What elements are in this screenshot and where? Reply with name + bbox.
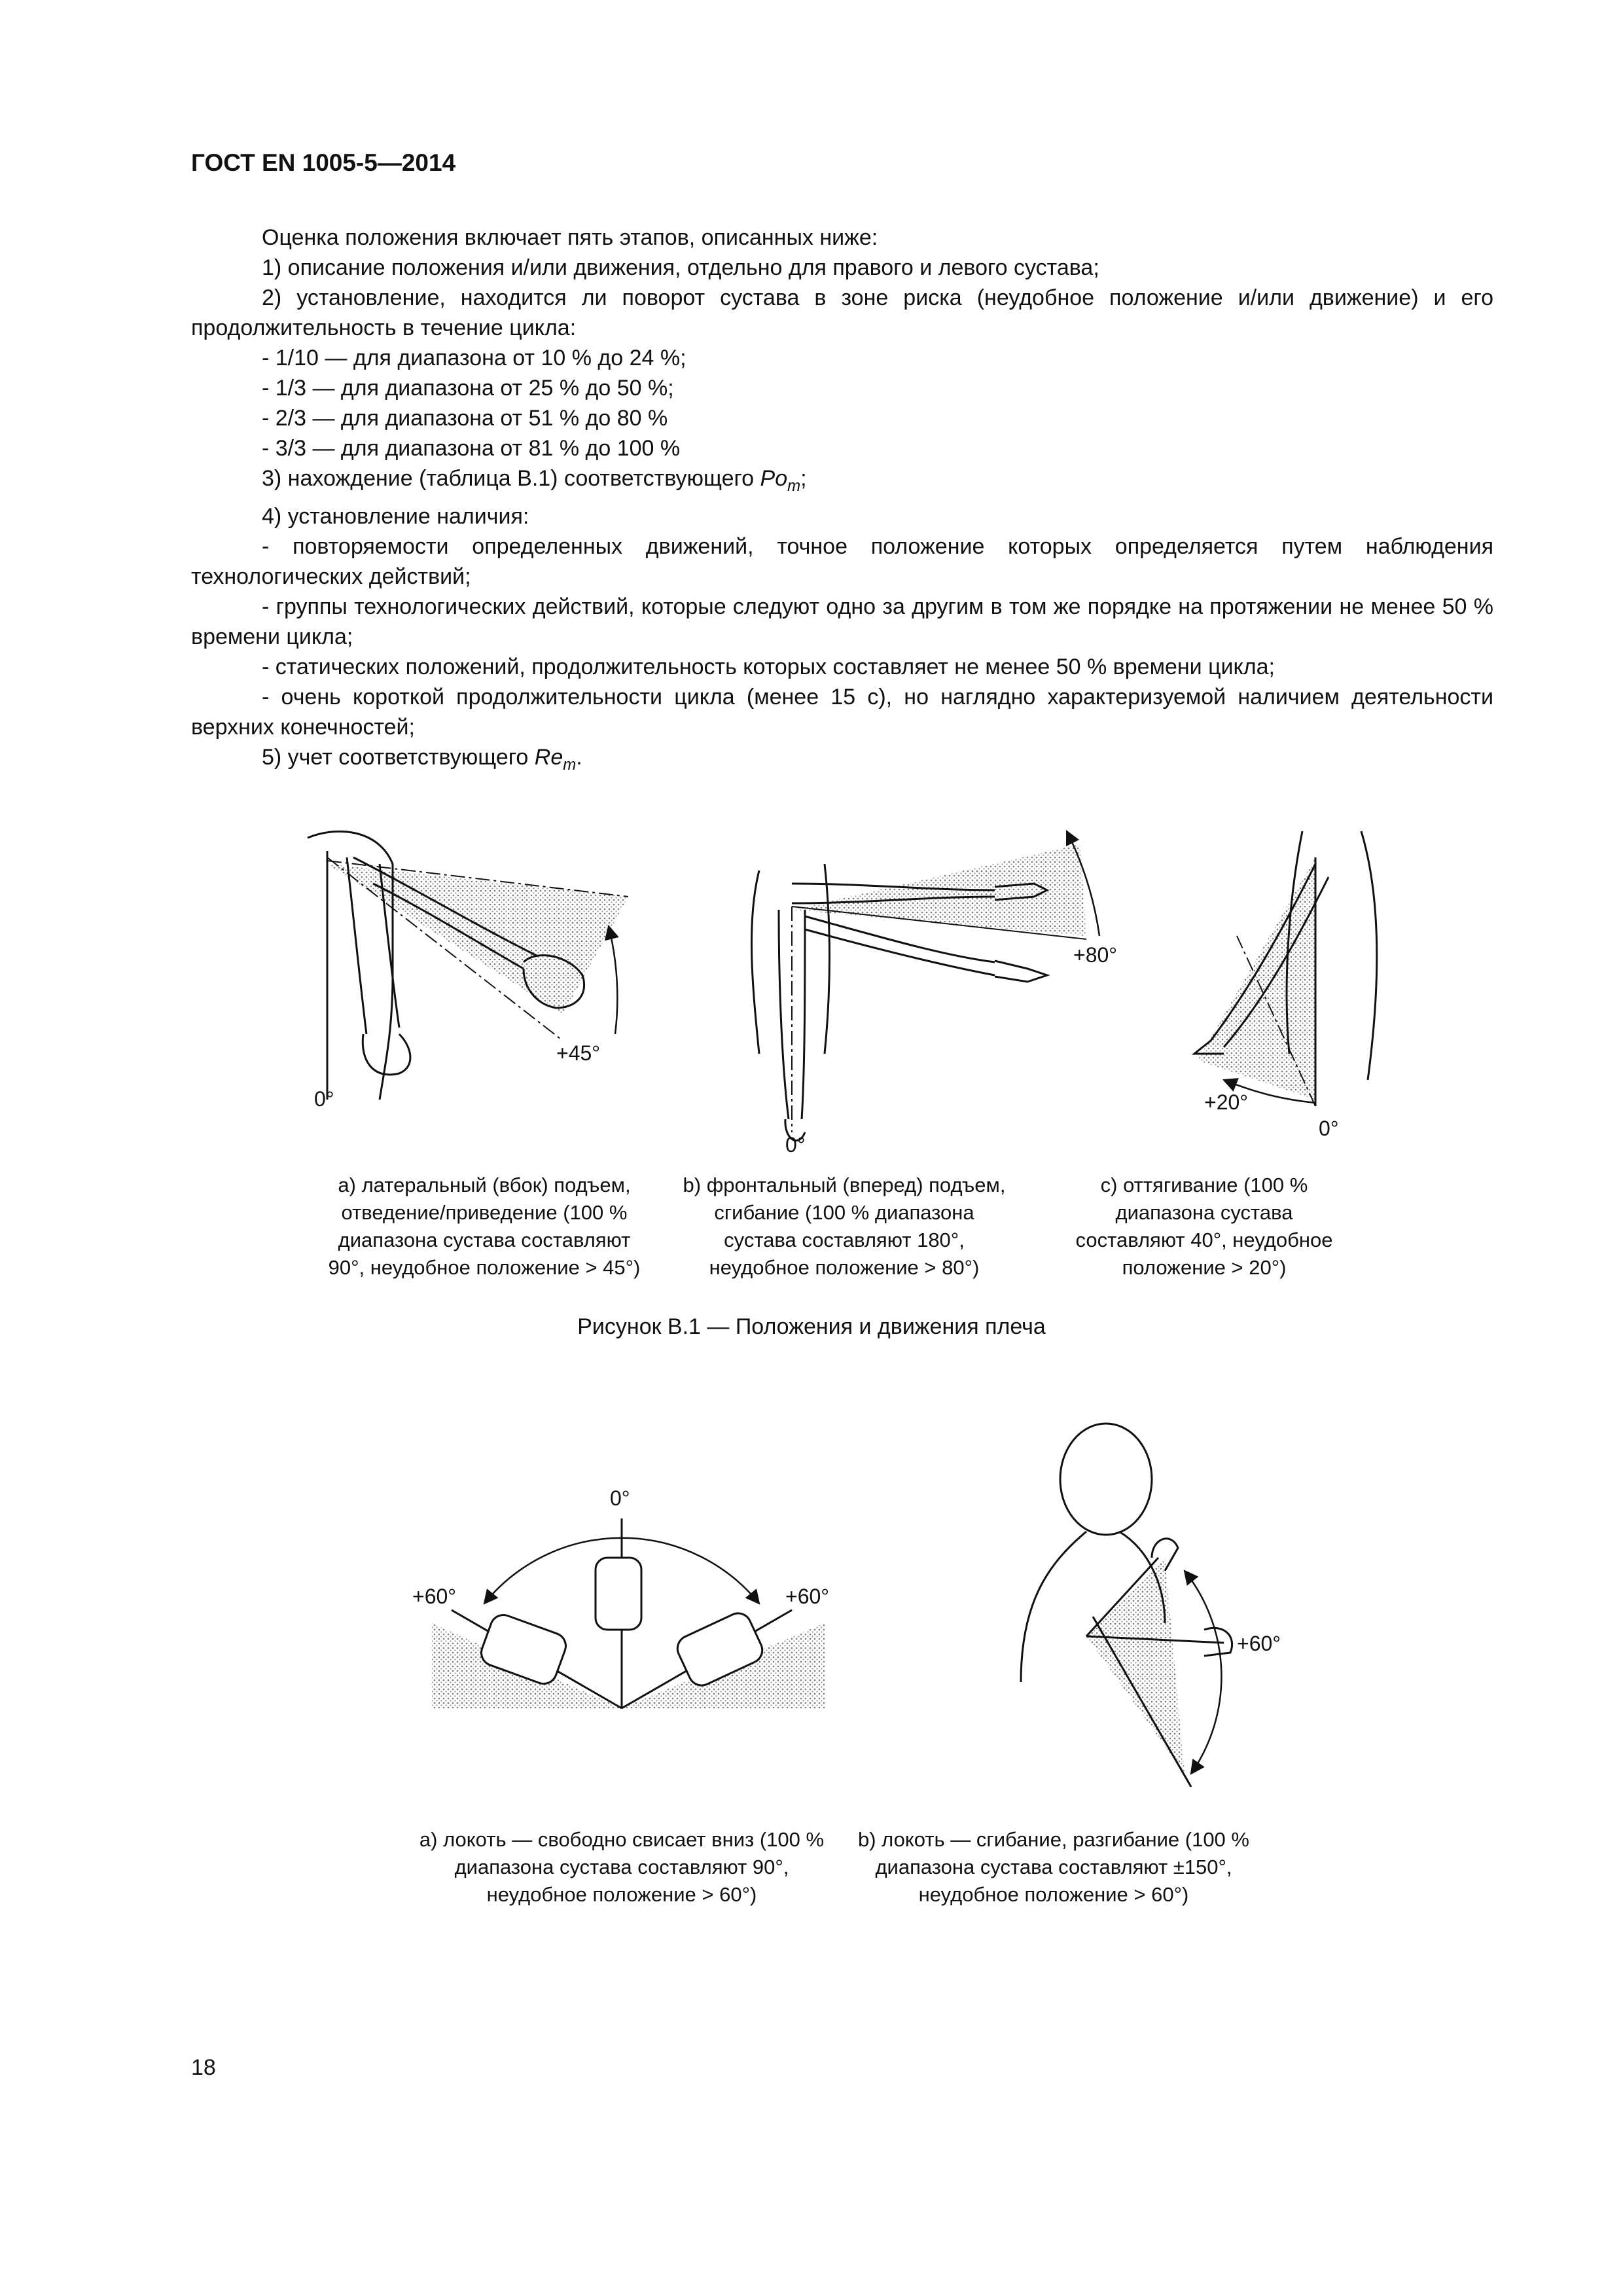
angle-label-zero: 0° [785, 1133, 806, 1157]
frontal-raise-illustration [733, 792, 1165, 1158]
raised-hand-forward [995, 961, 1047, 982]
angle-label-zero: 0° [610, 1486, 630, 1510]
motion-arrow [609, 926, 617, 1034]
paragraph-text: 3) нахождение (таблица В.1) соответствующего [262, 466, 755, 491]
paragraph: 2) установление, находится ли поворот сустава в зоне риска (неудобное положение и/или движение) и его продолжительность в течение цикла: [191, 285, 1493, 340]
symbol-po-sub: m [787, 477, 801, 495]
page-number: 18 [191, 2055, 216, 2080]
risk-zone-shading [1198, 857, 1315, 1100]
angle-label-limit: +80° [1073, 943, 1118, 967]
list-item: - 2/3 — для диапазона от 51 % до 80 % [262, 406, 668, 431]
head [1060, 1424, 1152, 1535]
angle-label-left: +60° [412, 1585, 457, 1608]
fist-center [596, 1558, 641, 1630]
document-header: ГОСТ EN 1005-5—2014 [191, 149, 456, 176]
angle-label-right: +60° [785, 1585, 830, 1608]
caption-b2-b: b) локоть — сгибание, разгибание (100 % диапазона сустава составляют ±150°, неудобное положение > 60°) [858, 1828, 1249, 1906]
figure-title: Рисунок В.1 — Положения и движения плеча [577, 1314, 1046, 1339]
figure-b1-b [733, 792, 1165, 1158]
list-item: - 3/3 — для диапазона от 81 % до 100 % [262, 436, 681, 461]
list-item: - 1/3 — для диапазона от 25 % до 50 %; [262, 376, 674, 401]
torso-outline [751, 864, 829, 1054]
caption-b2-a: а) локоть — свободно свисает вниз (100 % диапазона сустава составляют 90°, неудобное положение > 60°) [419, 1828, 825, 1906]
symbol-re-sub: m [563, 756, 577, 774]
body-text [191, 223, 1493, 780]
list-item: - статических положений, продолжительность которых составляет не менее 50 % времени цикла; [262, 655, 1275, 679]
risk-zone-shading [1086, 1558, 1185, 1774]
angle-label-limit: +60° [1237, 1632, 1281, 1655]
angle-label-limit: +20° [1204, 1090, 1249, 1114]
list-item: - повторяемости определенных движений, точное положение которых определяется путем наблюдения технологических действий; [191, 534, 1493, 589]
caption-b1-b: b) фронтальный (вперед) подъем, сгибание (100 % диапазона сустава составляют 180°, неудобное положение > 80°) [683, 1174, 1006, 1279]
paragraph: 4) установление наличия: [262, 504, 529, 529]
angle-label-zero: 0° [314, 1087, 334, 1111]
paragraph-text: 5) учет соответствующего [262, 745, 529, 770]
symbol-po-tail: ; [800, 466, 807, 491]
motion-arrow [1185, 1571, 1221, 1774]
paragraph: Оценка положения включает пять этапов, описанных ниже: [262, 225, 878, 250]
symbol-re: Re [534, 745, 563, 770]
caption-b1-a: а) латеральный (вбок) подъем, отведение/приведение (100 % диапазона сустава составляют 90°, неудобное положение > 45°) [328, 1174, 641, 1279]
caption-b1-c: c) оттягивание (100 % диапазона сустава составляют 40°, неудобное положение > 20°) [1075, 1174, 1333, 1279]
lateral-raise-illustration [301, 812, 694, 1126]
figure-b1-a [301, 812, 694, 1126]
symbol-po: Po [760, 466, 788, 491]
list-item: - 1/10 — для диапазона от 10 % до 24 %; [262, 346, 687, 370]
paragraph: 1) описание положения и/или движения, отдельно для правого и левого сустава; [262, 255, 1099, 280]
list-item: - группы технологических действий, которые следуют одно за другим в том же порядке на протяжении не менее 50 % времени цикла; [191, 594, 1493, 649]
figure-b1-c [1185, 818, 1400, 1145]
figure-b2-b [995, 1407, 1335, 1800]
figure-b2-a [406, 1473, 864, 1734]
list-item: - очень короткой продолжительности цикла (менее 15 с), но наглядно характеризуемой наличием деятельности верхних конечностей; [191, 685, 1493, 740]
angle-label-zero: 0° [1319, 1117, 1339, 1140]
paragraph [191, 463, 1493, 501]
angle-label-limit: +45° [556, 1041, 601, 1065]
symbol-re-tail: . [576, 745, 582, 770]
elbow-hanging-illustration [406, 1473, 864, 1734]
elbow-flexion-illustration [995, 1407, 1335, 1800]
extension-illustration [1185, 818, 1400, 1145]
paragraph [191, 742, 1493, 780]
